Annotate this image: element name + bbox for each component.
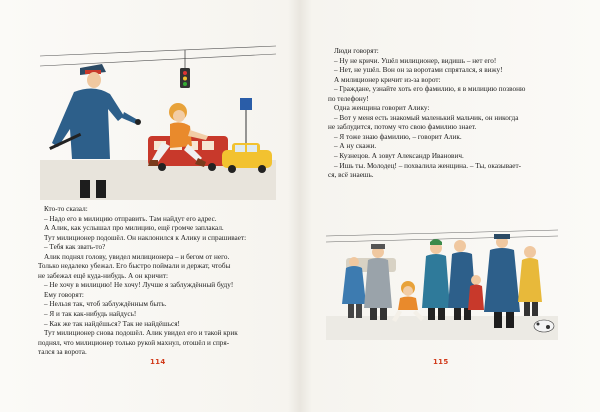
text-line: Одна женщина говорит Алику:	[334, 104, 430, 113]
text-line: – Как же так найдёшься? Так не найдёшься!	[44, 319, 180, 328]
text-line: – Вот у меня есть знакомый маленький мальчик, он никогда	[334, 113, 519, 122]
page-number-left: 114	[150, 358, 166, 366]
text-line: – Граждане, узнайте хоть его фамилию, я в милицию позвоню	[334, 85, 526, 94]
text-line: не заблудится, потому что свою фамилию знает.	[328, 123, 477, 132]
right-page-text	[328, 47, 558, 181]
left-page-text	[38, 205, 268, 358]
text-line: – Я тоже знаю фамилию, – говорит Алик.	[334, 132, 462, 141]
right-page	[300, 0, 600, 412]
text-line: – Ишь ты. Молодец! – похвалила женщина. – Ты, оказывает-	[334, 161, 522, 170]
text-line: Тут милиционер снова подошёл. Алик увидел его и такой крик	[44, 329, 238, 338]
text-line: ся, всё знаешь.	[328, 171, 374, 180]
crowd-around-boy-illustration	[326, 228, 558, 340]
policeman-and-running-boy-illustration	[40, 40, 276, 200]
text-line: – Я и так как-нибудь найдусь!	[44, 310, 137, 319]
text-line: – Тебя как звать-то?	[44, 243, 106, 252]
text-line: А милиционер кричит из-за ворот:	[334, 75, 441, 84]
text-line: Люди говорят:	[334, 47, 379, 55]
text-line: не забежал ещё куда-нибудь. А он кричит:	[38, 271, 169, 280]
text-line: Кто-то сказал:	[44, 205, 88, 213]
text-line: А Алик, как услышал про милицию, ещё громче заплакал.	[44, 224, 224, 233]
text-line: – Не хочу в милицию! Не хочу! Лучше я заблуждённый буду!	[44, 281, 234, 290]
text-line: поднял, что милиционер только рукой махнул, отошёл и спря-	[38, 338, 230, 347]
text-line: Алик поднял голову, увидел милиционера – и бегом от него.	[44, 252, 230, 261]
page-number-right: 115	[433, 358, 449, 366]
text-line: Только недалеко убежал. Его быстро поймали и держат, чтобы	[38, 262, 231, 271]
text-line: тался за ворота.	[38, 348, 87, 357]
text-line: – А ну скажи.	[334, 142, 377, 151]
text-line: Тут милиционер подошёл. Он наклонился к Алику и спрашивает:	[44, 233, 247, 242]
text-line: Ему говорят:	[44, 290, 84, 299]
text-line: – Кузнецов. А зовут Александр Иванович.	[334, 152, 464, 161]
text-line: по телефону!	[328, 94, 369, 103]
text-line: – Нет, не ушёл. Вон он за воротами спрятался, я вижу!	[334, 66, 503, 75]
text-line: – Нельзя так, чтоб заблуждённым быть.	[44, 300, 167, 309]
text-line: – Ну не кричи. Ушёл милиционер, видишь – нет его!	[334, 56, 497, 65]
text-line: – Надо его в милицию отправить. Там найдут его адрес.	[44, 214, 217, 223]
